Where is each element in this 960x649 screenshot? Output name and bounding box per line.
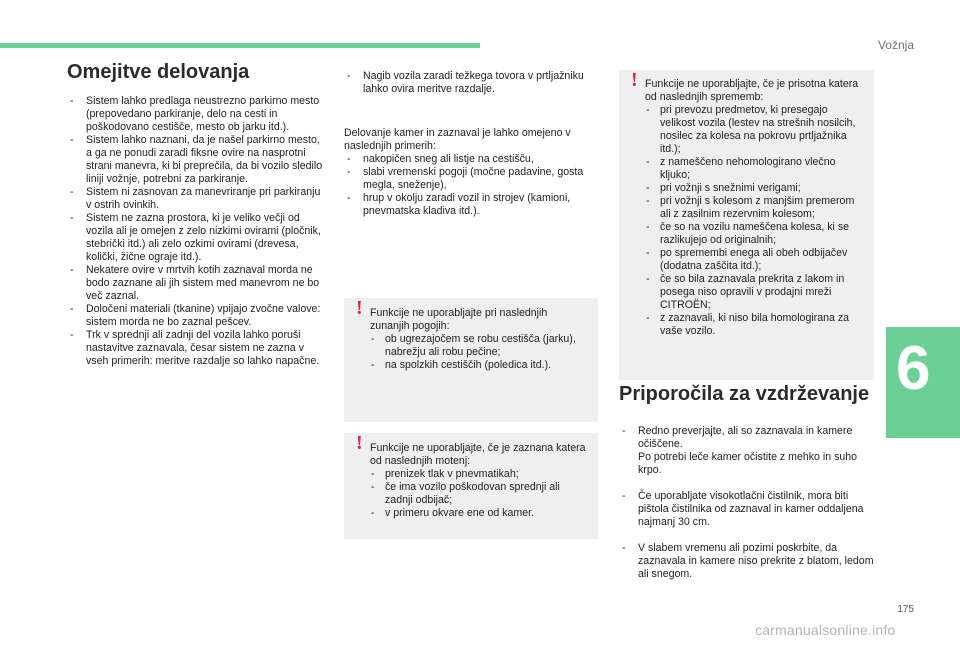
limitations-list <box>67 95 325 368</box>
list-item: - V slabem vremenu ali pozimi poskrbite, da zaznavala in kamere niso prekrite z blatom, ledom ali snegom. <box>619 542 874 581</box>
list-item: - pri prevozu predmetov, ki presegajo velikost vozila (lestev na strešnih nosilcih, nosilec za kolesa na pokrovu prtljažnika itd.); <box>645 104 864 156</box>
column-conditions <box>344 70 600 218</box>
warning-intro: Funkcije ne uporabljajte pri naslednjih zunanjih pogojih: <box>370 307 548 332</box>
list-item: - Sistem ni zasnovan za manevriranje pri parkiranju v ostrih ovinkih. <box>67 186 325 212</box>
list-item: - Če uporabljate visokotlačni čistilnik, mora biti pištola čistilnika od zaznaval in kamer oddaljena najmanj 30 cm. <box>619 490 874 529</box>
list-item: - Nagib vozila zaradi težkega tovora v prtljažniku lahko ovira meritve razdalje. <box>344 70 600 96</box>
warning-box-external <box>344 298 598 422</box>
list-item: - Redno preverjajte, ali so zaznavala in kamere očiščene. Po potrebi leče kamer očistite z mehko in suho krpo. <box>619 425 874 477</box>
list-item: - pri vožnji s snežnimi verigami; <box>645 182 864 195</box>
list-item: - Določeni materiali (tkanine) vpijajo zvočne valove: sistem morda ne bo zaznal pešcev. <box>67 303 325 329</box>
warning-list <box>370 468 588 520</box>
list-item: - če ima vozilo poškodovan sprednji ali zadnji odbijač; <box>370 481 588 507</box>
header-accent-bar <box>0 43 480 48</box>
chapter-number: 6 <box>896 334 931 403</box>
warning-box-faults <box>344 433 598 539</box>
warning-icon: ! <box>631 69 638 91</box>
limitations-title: Omejitve delovanja <box>67 61 250 83</box>
list-item: - pri vožnji s kolesom z manjšim premerom ali z zasilnim rezervnim kolesom; <box>645 195 864 221</box>
list-item: - v primeru okvare ene od kamer. <box>370 507 588 520</box>
maintenance-list <box>619 412 874 594</box>
warning-list <box>645 104 864 338</box>
list-item: - z zaznavali, ki niso bila homologirana za vaše vozilo. <box>645 312 864 338</box>
conditions-list <box>344 153 600 218</box>
list-item: - Trk v sprednji ali zadnji del vozila lahko poruši nastavitve zaznavala, česar sistem ne zazna v vseh primerih: meritve razdalje so lahko napačne. <box>67 329 325 368</box>
warning-box-modifications <box>619 70 874 380</box>
list-item: - Nekatere ovire v mrtvih kotih zaznaval morda ne bodo zaznane ali jih sistem med manevrom ne bo več zaznal. <box>67 264 325 303</box>
section-label: Vožnja <box>877 38 914 52</box>
list-item: - slabi vremenski pogoji (močne padavine, gosta megla, sneženje), <box>344 166 600 192</box>
list-item: - Sistem ne zazna prostora, ki je veliko večji od vozila ali je omejen z zelo nizkimi ovirami (pločnik, stebrički itd.) ali zelo ozkimi ovirami (drevesa, količki, žične ograje itd.). <box>67 212 325 264</box>
list-item: - prenizek tlak v pnevmatikah; <box>370 468 588 481</box>
list-item: - če so na vozilu nameščena kolesa, ki se razlikujejo od originalnih; <box>645 221 864 247</box>
column-maintenance <box>619 383 874 594</box>
conditions-intro: Delovanje kamer in zaznaval je lahko omejeno v naslednjih primerih: <box>344 127 571 152</box>
warning-icon: ! <box>356 297 363 319</box>
warning-intro: Funkcije ne uporabljajte, če je prisotna katera od naslednjih sprememb: <box>645 78 859 103</box>
page-number: 175 <box>897 604 914 615</box>
list-item: - na spolzkih cestiščih (poledica itd.). <box>370 359 588 372</box>
warning-list <box>370 333 588 372</box>
list-item: - hrup v okolju zaradi vozil in strojev (kamioni, pnevmatska kladiva itd.). <box>344 192 600 218</box>
maintenance-title: Priporočila za vzdrževanje <box>619 383 870 405</box>
list-item: - če so bila zaznavala prekrita z lakom in posega niso opravili v prodajni mreži CITROËN; <box>645 273 864 312</box>
list-item: - z nameščeno nehomologirano vlečno kljuko; <box>645 156 864 182</box>
list-item: - nakopičen sneg ali listje na cestišču, <box>344 153 600 166</box>
conditions-top-list <box>344 70 600 96</box>
list-item: - ob ugrezajočem se robu cestišča (jarku), nabrežju ali robu pečine; <box>370 333 588 359</box>
column-limitations <box>67 61 325 368</box>
list-item: - Sistem lahko predlaga neustrezno parkirno mesto (prepovedano parkiranje, delo na cesti in poškodovano cestišče, mesto ob jarku itd.). <box>67 95 325 134</box>
warning-intro: Funkcije ne uporabljajte, če je zaznana katera od naslednjih motenj: <box>370 442 586 467</box>
list-item: - po spremembi enega ali obeh odbijačev (dodatna zaščita itd.); <box>645 247 864 273</box>
watermark: carmanualsonline.info <box>755 622 896 638</box>
list-item: - Sistem lahko naznani, da je našel parkirno mesto, a ga ne ponudi zaradi fiksne ovire na nasprotni strani manevra, ki bi preprečila, da bi vozilo sledilo liniji vožnje, potrebni za parkiranje. <box>67 134 325 186</box>
warning-icon: ! <box>356 432 363 454</box>
